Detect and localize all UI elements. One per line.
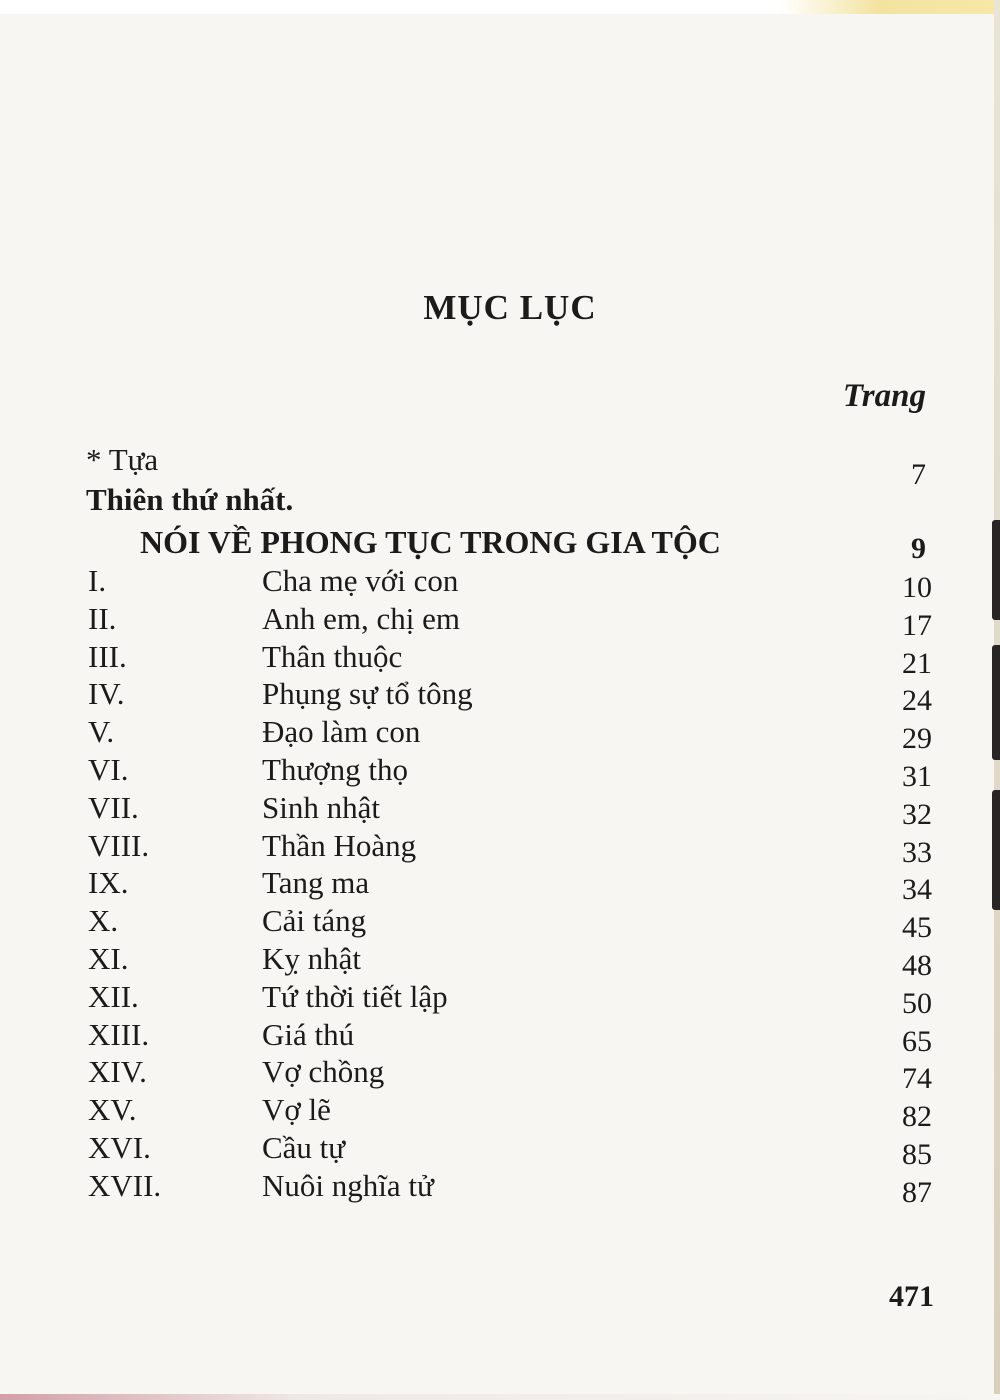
chapter-page: 45 <box>902 911 932 945</box>
chapter-roman: II. <box>88 600 117 636</box>
chapter-title: Phụng sự tổ tông <box>262 676 473 712</box>
chapter-page: 31 <box>902 760 932 793</box>
chapter-title: Thượng thọ <box>262 752 408 787</box>
part-heading: NÓI VỀ PHONG TỤC TRONG GIA TỘC <box>140 524 721 560</box>
page-top-edge <box>0 0 1000 14</box>
chapter-title: Cha mẹ với con <box>262 563 459 598</box>
chapter-roman: XVI. <box>88 1130 151 1165</box>
part-label: Thiên thứ nhất. <box>86 482 294 517</box>
part-page: 9 <box>911 532 926 565</box>
chapter-roman: XI. <box>88 941 129 976</box>
chapter-title: Cầu tự <box>262 1130 346 1165</box>
chapter-page: 74 <box>902 1062 932 1096</box>
chapter-title: Vợ lẽ <box>262 1092 331 1128</box>
chapter-roman: XII. <box>88 978 139 1014</box>
page-tab-marker <box>992 790 1000 910</box>
chapter-page: 24 <box>902 684 932 718</box>
chapter-page: 29 <box>902 722 932 756</box>
chapter-page: 10 <box>902 571 932 604</box>
page-number: 471 <box>889 1280 934 1313</box>
chapter-page: 21 <box>902 646 932 680</box>
chapter-roman: IX. <box>88 865 129 901</box>
chapter-page: 65 <box>902 1024 932 1058</box>
chapter-title: Thần Hoàng <box>262 827 417 863</box>
page-bottom-edge <box>0 1394 1000 1400</box>
chapter-roman: IV. <box>88 676 125 712</box>
chapter-roman: III. <box>88 638 127 674</box>
chapter-title: Tang ma <box>262 865 370 901</box>
chapter-title: Vợ chồng <box>262 1054 385 1090</box>
chapter-page: 82 <box>902 1100 932 1134</box>
preface-page: 7 <box>911 458 926 491</box>
chapter-roman: VI. <box>88 752 129 787</box>
chapter-title: Tứ thời tiết lập <box>262 978 448 1014</box>
chapter-title: Nuôi nghĩa tử <box>262 1167 434 1203</box>
chapter-roman: XVII. <box>88 1167 162 1203</box>
preface-label: * Tựa <box>86 442 159 477</box>
page-title: MỤC LỤC <box>423 288 597 327</box>
page-tab-marker <box>992 645 1000 760</box>
chapter-roman: XV. <box>88 1092 137 1128</box>
page-column-header: Trang <box>842 378 926 414</box>
chapter-roman: VIII. <box>88 827 150 863</box>
chapter-roman: I. <box>88 563 107 598</box>
chapter-roman: V. <box>88 714 115 750</box>
chapter-title: Anh em, chị em <box>262 600 461 636</box>
chapter-title: Cải táng <box>262 903 367 939</box>
chapter-title: Kỵ nhật <box>262 941 362 976</box>
chapter-page: 33 <box>902 835 932 869</box>
chapter-page: 87 <box>902 1175 932 1209</box>
chapter-title: Giá thú <box>262 1016 355 1052</box>
chapter-page: 17 <box>902 608 932 642</box>
chapter-roman: VII. <box>88 789 139 825</box>
chapter-page: 85 <box>902 1138 932 1171</box>
page-tab-marker <box>992 520 1000 620</box>
chapter-title: Đạo làm con <box>262 714 421 750</box>
chapter-roman: XIII. <box>88 1016 150 1052</box>
chapter-page: 32 <box>902 797 932 831</box>
chapter-title: Sinh nhật <box>262 789 380 825</box>
chapter-roman: X. <box>88 903 119 939</box>
chapter-page: 34 <box>902 873 932 907</box>
chapter-roman: XIV. <box>88 1054 147 1090</box>
chapter-page: 50 <box>902 986 932 1020</box>
chapter-page: 48 <box>902 949 932 982</box>
chapter-title: Thân thuộc <box>262 638 403 674</box>
